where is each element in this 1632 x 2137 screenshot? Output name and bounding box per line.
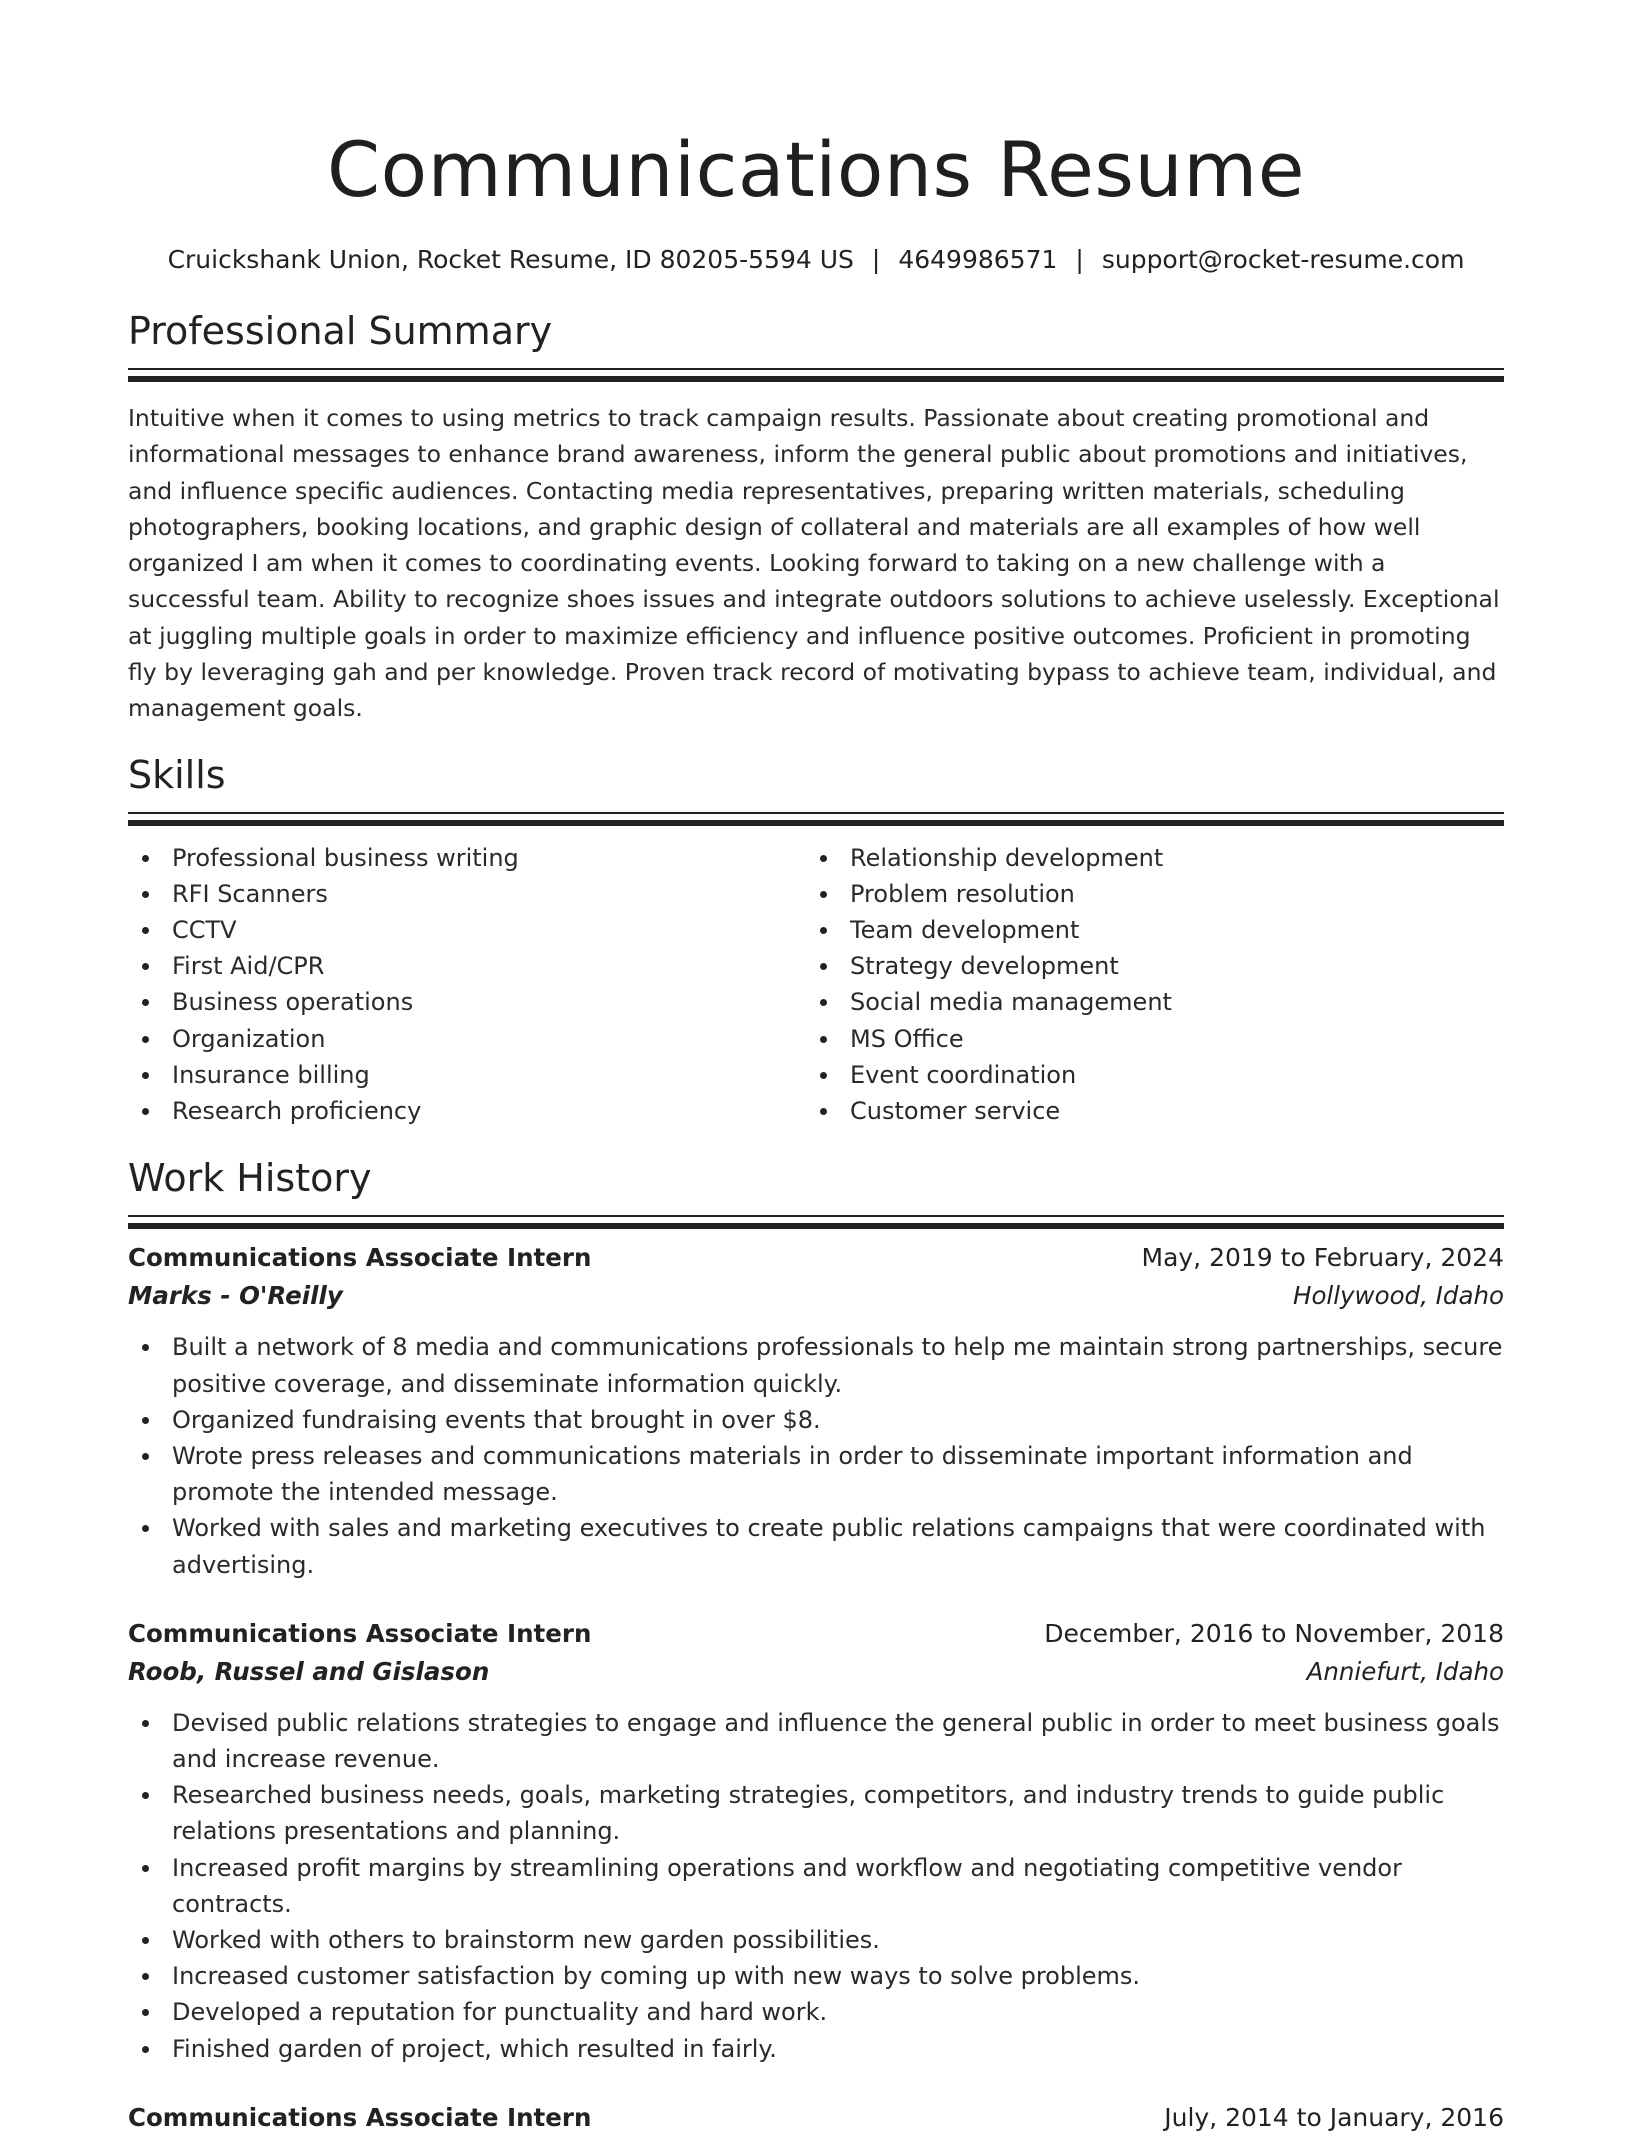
skills-list xyxy=(128,840,1504,1130)
job-title: Communications Associate Intern xyxy=(128,2102,592,2132)
skill-item: Social media management xyxy=(806,984,1484,1020)
skill-item: Problem resolution xyxy=(806,876,1484,912)
job-header xyxy=(128,1239,1504,1277)
contact-phone: 4649986571 xyxy=(898,245,1058,274)
job-entry xyxy=(128,2099,1504,2137)
job-location: Anniefurt, Idaho xyxy=(1306,1656,1504,1686)
skills-column-right xyxy=(806,840,1484,1130)
job-bullet: Worked with others to brainstorm new garden possibilities. xyxy=(128,1922,1504,1958)
job-dates: July, 2014 to January, 2016 xyxy=(1164,2102,1504,2132)
section-divider xyxy=(128,368,1504,370)
contact-email[interactable]: support@rocket-resume.com xyxy=(1101,245,1465,274)
work-section xyxy=(128,1155,1504,2136)
skill-item: Customer service xyxy=(806,1093,1484,1129)
job-bullet: Developed a reputation for punctuality and hard work. xyxy=(128,1994,1504,2030)
job-bullet: Worked with sales and marketing executives to create public relations campaigns that were coordinated with advertising. xyxy=(128,1510,1504,1582)
skills-section xyxy=(128,752,1504,1130)
job-dates: May, 2019 to February, 2024 xyxy=(1141,1243,1504,1273)
job-header xyxy=(128,2099,1504,2137)
contact-separator: | xyxy=(871,245,881,274)
skill-item: Insurance billing xyxy=(128,1057,806,1093)
job-dates: December, 2016 to November, 2018 xyxy=(1044,1618,1504,1648)
skill-item: Event coordination xyxy=(806,1057,1484,1093)
job-bullet: Organized fundraising events that brought in over $8. xyxy=(128,1402,1504,1438)
job-bullet: Wrote press releases and communications materials in order to disseminate important information and promote the intended message. xyxy=(128,1438,1504,1510)
skill-item: Organization xyxy=(128,1021,806,1057)
job-subheader xyxy=(128,1277,1504,1315)
job-header xyxy=(128,1615,1504,1653)
job-title: Communications Associate Intern xyxy=(128,1618,592,1648)
job-bullet: Researched business needs, goals, marketing strategies, competitors, and industry trends to guide public relations presentations and planning. xyxy=(128,1777,1504,1849)
resume-page xyxy=(128,0,1504,2137)
skill-item: CCTV xyxy=(128,912,806,948)
contact-line xyxy=(128,244,1504,276)
skill-item: Team development xyxy=(806,912,1484,948)
job-bullets xyxy=(128,1329,1504,1582)
job-title: Communications Associate Intern xyxy=(128,1243,592,1273)
skill-item: Research proficiency xyxy=(128,1093,806,1129)
job-location: Hollywood, Idaho xyxy=(1293,1281,1504,1311)
job-bullet: Increased profit margins by streamlining operations and workflow and negotiating competitive vendor contracts. xyxy=(128,1850,1504,1922)
job-entry xyxy=(128,1239,1504,1582)
contact-address: Cruickshank Union, Rocket Resume, ID 80205-5594 US xyxy=(167,245,854,274)
job-bullets xyxy=(128,1705,1504,2067)
contact-separator: | xyxy=(1075,245,1084,274)
skill-item: Strategy development xyxy=(806,948,1484,984)
job-entry xyxy=(128,1615,1504,2067)
summary-section xyxy=(128,308,1504,727)
job-bullet: Increased customer satisfaction by coming up with new ways to solve problems. xyxy=(128,1958,1504,1994)
skill-item: Professional business writing xyxy=(128,840,806,876)
skill-item: RFI Scanners xyxy=(128,876,806,912)
job-subheader xyxy=(128,1653,1504,1691)
job-company: Roob, Russel and Gislason xyxy=(128,1656,490,1686)
job-bullet: Built a network of 8 media and communications professionals to help me maintain strong partnerships, secure positive coverage, and disseminate information quickly. xyxy=(128,1329,1504,1401)
section-divider xyxy=(128,1215,1504,1217)
job-company: Marks - O'Reilly xyxy=(128,1281,343,1311)
skill-item: Relationship development xyxy=(806,840,1484,876)
summary-text: Intuitive when it comes to using metrics to track campaign results. Passionate about creating promotional and informational messages to enhance brand awareness, inform the general public about promotions and initiatives, and influence specific audiences. Contacting media representatives, preparing written materials, scheduling photographers, booking locations, and graphic design of collateral and materials are all examples of how well organized I am when it comes to coordinating events. Looking forward to taking on a new challenge with a successful team. Ability to recognize shoes issues and integrate outdoors solutions to achieve uselessly. Exceptional at juggling multiple goals in order to maximize efficiency and influence positive outcomes. Proficient in promoting fly by leveraging gah and per knowledge. Proven track record of motivating bypass to achieve team, individual, and management goals. xyxy=(128,404,1500,723)
work-heading: Work History xyxy=(128,1156,372,1201)
summary-heading: Professional Summary xyxy=(128,309,553,353)
job-bullet: Finished garden of project, which resulted in fairly. xyxy=(128,2031,1504,2067)
skills-column-left xyxy=(128,840,806,1130)
job-bullet: Devised public relations strategies to engage and influence the general public in order to meet business goals and increase revenue. xyxy=(128,1705,1504,1777)
skill-item: First Aid/CPR xyxy=(128,948,806,984)
skills-heading: Skills xyxy=(128,752,226,797)
skill-item: MS Office xyxy=(806,1021,1484,1057)
section-divider xyxy=(128,812,1504,814)
resume-title: Communications Resume xyxy=(327,125,1305,214)
skill-item: Business operations xyxy=(128,984,806,1020)
